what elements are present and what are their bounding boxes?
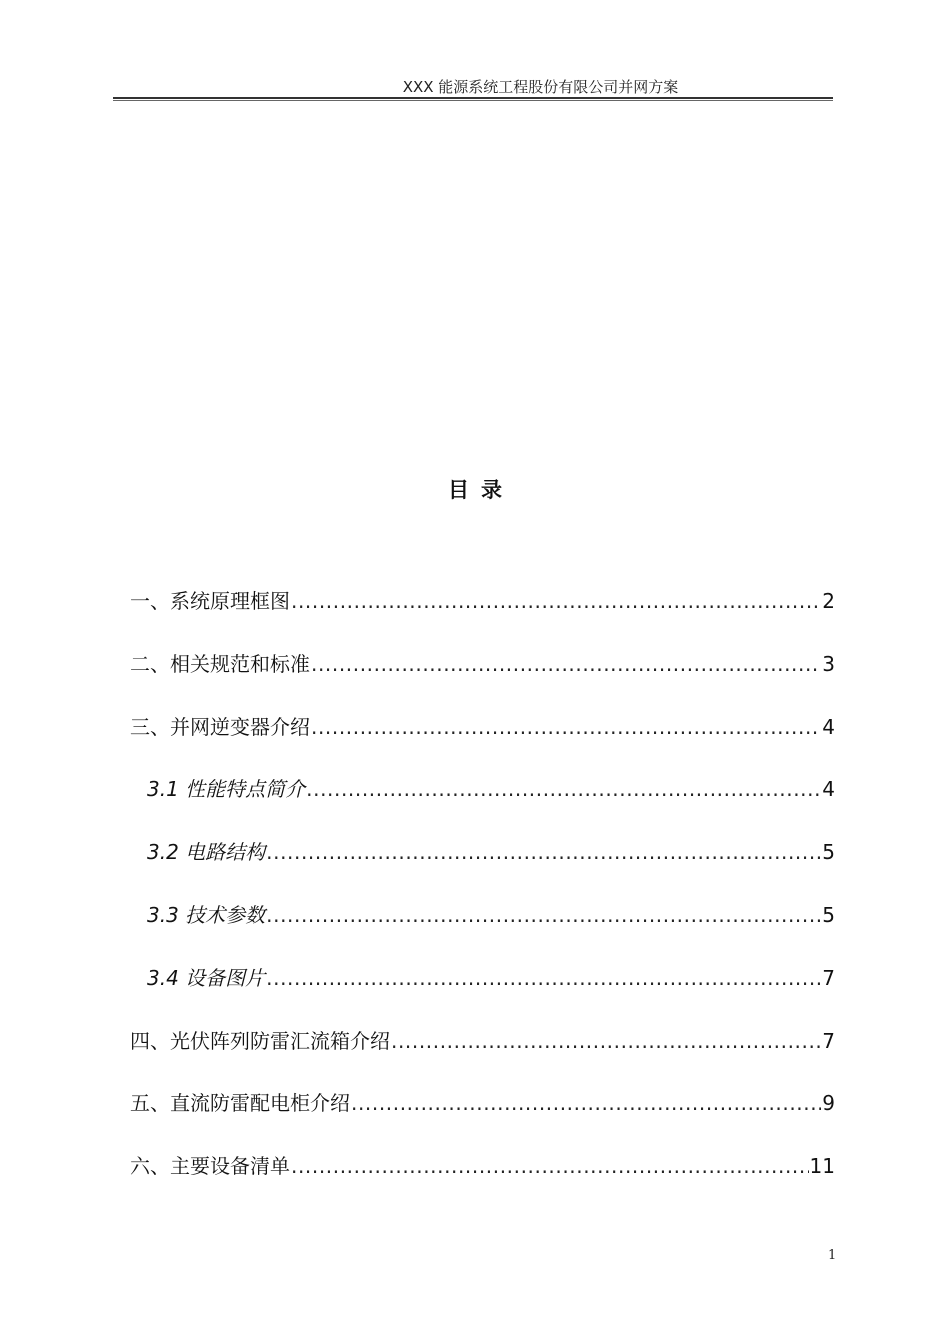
page-number: 1 — [828, 1248, 837, 1263]
toc-entry-label: 3.4 设备图片 — [147, 965, 266, 990]
table-of-contents — [130, 585, 835, 1213]
dot-leader — [311, 715, 821, 739]
toc-entry-page: 2 — [822, 589, 835, 613]
toc-entry-label: 三、并网逆变器介绍 — [130, 714, 310, 739]
toc-entry-3-1[interactable] — [130, 773, 835, 836]
dot-leader — [311, 652, 821, 676]
toc-entry-3-2[interactable] — [130, 836, 835, 899]
toc-entry-label: 四、光伏阵列防雷汇流箱介绍 — [130, 1028, 390, 1053]
dot-leader — [391, 1029, 821, 1053]
dot-leader — [266, 966, 821, 990]
toc-entry-label: 3.2 电路结构 — [147, 840, 266, 865]
dot-leader — [291, 1154, 809, 1178]
toc-entry-label: 二、相关规范和标准 — [130, 651, 310, 676]
toc-entry-label: 3.1 性能特点简介 — [147, 777, 306, 802]
dot-leader — [266, 903, 821, 927]
dot-leader — [291, 589, 821, 613]
toc-entry-4[interactable] — [130, 1025, 835, 1088]
toc-entry-2[interactable] — [130, 648, 835, 711]
toc-entry-page: 5 — [822, 840, 835, 865]
header-double-rule — [113, 97, 833, 102]
toc-entry-page: 11 — [809, 1154, 835, 1179]
toc-entry-1[interactable] — [130, 585, 835, 648]
toc-entry-label: 五、直流防雷配电柜介绍 — [130, 1091, 350, 1116]
toc-entry-label: 3.3 技术参数 — [147, 902, 266, 927]
page-header-title: XXX 能源系统工程股份有限公司并网方案 — [402, 78, 679, 96]
toc-entry-5[interactable] — [130, 1087, 835, 1150]
toc-heading: 目录 — [448, 478, 514, 502]
toc-entry-page: 5 — [822, 902, 835, 927]
toc-entry-6[interactable] — [130, 1150, 835, 1213]
toc-entry-3-3[interactable] — [130, 899, 835, 962]
toc-entry-page: 3 — [822, 651, 835, 676]
toc-entry-label: 六、主要设备清单 — [130, 1154, 290, 1179]
toc-entry-label: 一、系统原理框图 — [130, 589, 290, 613]
toc-entry-page: 9 — [822, 1091, 835, 1116]
toc-entry-page: 4 — [822, 714, 835, 739]
toc-entry-page: 7 — [822, 1028, 835, 1053]
dot-leader — [306, 777, 821, 801]
toc-entry-page: 4 — [822, 777, 835, 802]
dot-leader — [351, 1091, 821, 1115]
toc-entry-3[interactable] — [130, 711, 835, 774]
toc-entry-3-4[interactable] — [130, 962, 835, 1025]
toc-entry-page: 7 — [822, 965, 835, 990]
dot-leader — [266, 840, 821, 864]
